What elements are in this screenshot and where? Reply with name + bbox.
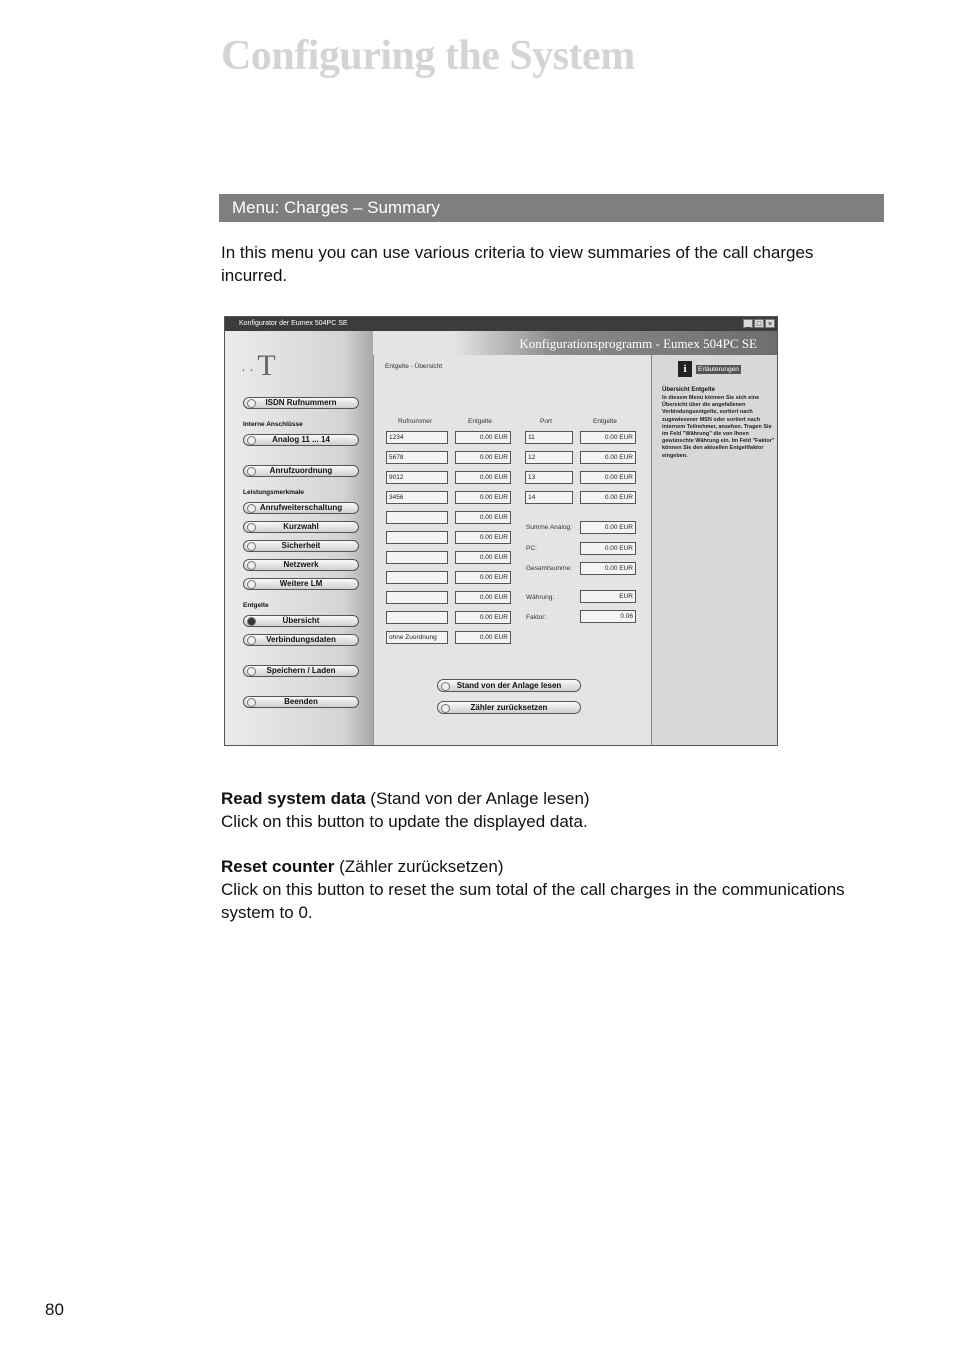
col-header-entgelte-port: Entgelte (593, 418, 617, 425)
col-header-rufnummer: Rufnummer (398, 418, 432, 425)
entgelte-field: 0.00 EUR (455, 551, 511, 564)
nav-weitere-button[interactable]: Weitere LM (243, 578, 359, 590)
nav-speichern-button[interactable]: Speichern / Laden (243, 665, 359, 677)
nav-sicherheit-button[interactable]: Sicherheit (243, 540, 359, 552)
pc-field: 0.00 EUR (580, 542, 636, 555)
rufnummer-field[interactable] (386, 611, 448, 624)
rufnummer-field[interactable] (386, 571, 448, 584)
rufnummer-field[interactable]: 1234 (386, 431, 448, 444)
close-icon[interactable]: × (765, 319, 775, 328)
page-title: Configuring the System (221, 33, 635, 79)
nav-netzwerk-button[interactable]: Netzwerk (243, 559, 359, 571)
nav-uebersicht-button[interactable]: Übersicht (243, 615, 359, 627)
info-icon[interactable]: i (678, 361, 692, 377)
entgelte-field: 0.00 EUR (455, 431, 511, 444)
section-heading-bar (219, 194, 884, 222)
rufnummer-field[interactable] (386, 511, 448, 524)
port-field: 11 (525, 431, 573, 444)
port-field: 12 (525, 451, 573, 464)
nav-analog-button[interactable]: Analog 11 ... 14 (243, 434, 359, 446)
entgelte-field: 0.00 EUR (455, 451, 511, 464)
reset-counter-button[interactable]: Zähler zurücksetzen (437, 701, 581, 714)
entgelte-field: 0.00 EUR (455, 591, 511, 604)
reset-counter-paragraph (221, 855, 871, 924)
app-banner (373, 331, 777, 355)
gesamtsumme-label: Gesamtsumme: (526, 565, 572, 572)
rufnummer-field[interactable]: ohne Zuordnung (386, 631, 448, 644)
app-window (224, 316, 778, 746)
content-section-title: Entgelte - Übersicht (385, 363, 443, 370)
nav-beenden-button[interactable]: Beenden (243, 696, 359, 708)
help-title: Übersicht Entgelte (662, 387, 716, 393)
col-header-entgelte: Entgelte (468, 418, 492, 425)
read-label: Read system data (221, 789, 366, 808)
help-panel (651, 355, 778, 745)
reset-desc: Click on this button to reset the sum total of the call charges in the communications system to 0. (221, 880, 845, 922)
port-entgelte-field: 0.00 EUR (580, 451, 636, 464)
reset-label: Reset counter (221, 857, 335, 876)
help-text: In diesem Menü können Sie sich eine Übersicht über die angefallenen Verbindungsentgelte, sortiert nach zugewiesener MSN oder sortiert nach internem Teilnehmer, ansehen. Tragen Sie im Feld "Währung" die von Ihnen gewünschte Währung ein. Im Feld "Faktor" können Sie den aktuellen Entgeltfaktor eingeben. (662, 395, 775, 459)
entgelte-field: 0.00 EUR (455, 631, 511, 644)
summe-analog-field: 0.00 EUR (580, 521, 636, 534)
nav-group-entgelte: Entgelte (243, 602, 269, 609)
faktor-input[interactable]: 0.06 (580, 610, 636, 623)
col-header-port: Port (540, 418, 552, 425)
rufnummer-field[interactable] (386, 551, 448, 564)
entgelte-field: 0.00 EUR (455, 571, 511, 584)
rufnummer-field[interactable]: 9012 (386, 471, 448, 484)
telekom-logo-icon: · · T (241, 349, 276, 382)
port-entgelte-field: 0.00 EUR (580, 431, 636, 444)
intro-text: In this menu you can use various criteria to view summaries of the call charges incurred. (221, 243, 814, 285)
entgelte-field: 0.00 EUR (455, 491, 511, 504)
entgelte-field: 0.00 EUR (455, 611, 511, 624)
nav-kurzwahl-button[interactable]: Kurzwahl (243, 521, 359, 533)
read-system-data-button[interactable]: Stand von der Anlage lesen (437, 679, 581, 692)
window-titlebar (225, 317, 777, 331)
nav-group-interne: Interne Anschlüsse (243, 421, 303, 428)
faktor-label: Faktor: (526, 614, 547, 621)
pc-label: PC: (526, 545, 537, 552)
minimize-icon[interactable]: _ (743, 319, 753, 328)
entgelte-field: 0.00 EUR (455, 511, 511, 524)
nav-verbindungsdaten-button[interactable]: Verbindungsdaten (243, 634, 359, 646)
nav-group-leistung: Leistungsmerkmale (243, 489, 305, 496)
read-system-data-paragraph (221, 787, 871, 833)
rufnummer-field[interactable]: 5678 (386, 451, 448, 464)
port-entgelte-field: 0.00 EUR (580, 471, 636, 484)
read-paren: (Stand von der Anlage lesen) (365, 789, 590, 808)
entgelte-field: 0.00 EUR (455, 471, 511, 484)
help-button[interactable]: Erläuterungen (698, 366, 739, 373)
gesamtsumme-field: 0.00 EUR (580, 562, 636, 575)
maximize-icon[interactable]: □ (754, 319, 764, 328)
waehrung-label: Währung: (526, 594, 555, 601)
window-title: Konfigurator der Eumex 504PC SE (239, 320, 348, 327)
nav-isdn-button[interactable]: ISDN Rufnummern (243, 397, 359, 409)
page-number: 80 (45, 1300, 64, 1319)
entgelte-field: 0.00 EUR (455, 531, 511, 544)
port-field: 13 (525, 471, 573, 484)
port-field: 14 (525, 491, 573, 504)
banner-title: Konfigurationsprogramm - Eumex 504PC SE (519, 336, 757, 351)
nav-anrufweiterschaltung-button[interactable]: Anrufweiterschaltung (243, 502, 359, 514)
nav-anrufzuordnung-button[interactable]: Anrufzuordnung (243, 465, 359, 477)
rufnummer-field[interactable]: 3456 (386, 491, 448, 504)
waehrung-input[interactable]: EUR (580, 590, 636, 603)
port-entgelte-field: 0.00 EUR (580, 491, 636, 504)
navigation-panel (225, 331, 373, 745)
rufnummer-field[interactable] (386, 591, 448, 604)
read-desc: Click on this button to update the displayed data. (221, 812, 588, 831)
section-heading: Menu: Charges – Summary (232, 198, 440, 217)
reset-paren: (Zähler zurücksetzen) (334, 857, 504, 876)
summe-analog-label: Summe Analog: (526, 524, 572, 531)
rufnummer-field[interactable] (386, 531, 448, 544)
